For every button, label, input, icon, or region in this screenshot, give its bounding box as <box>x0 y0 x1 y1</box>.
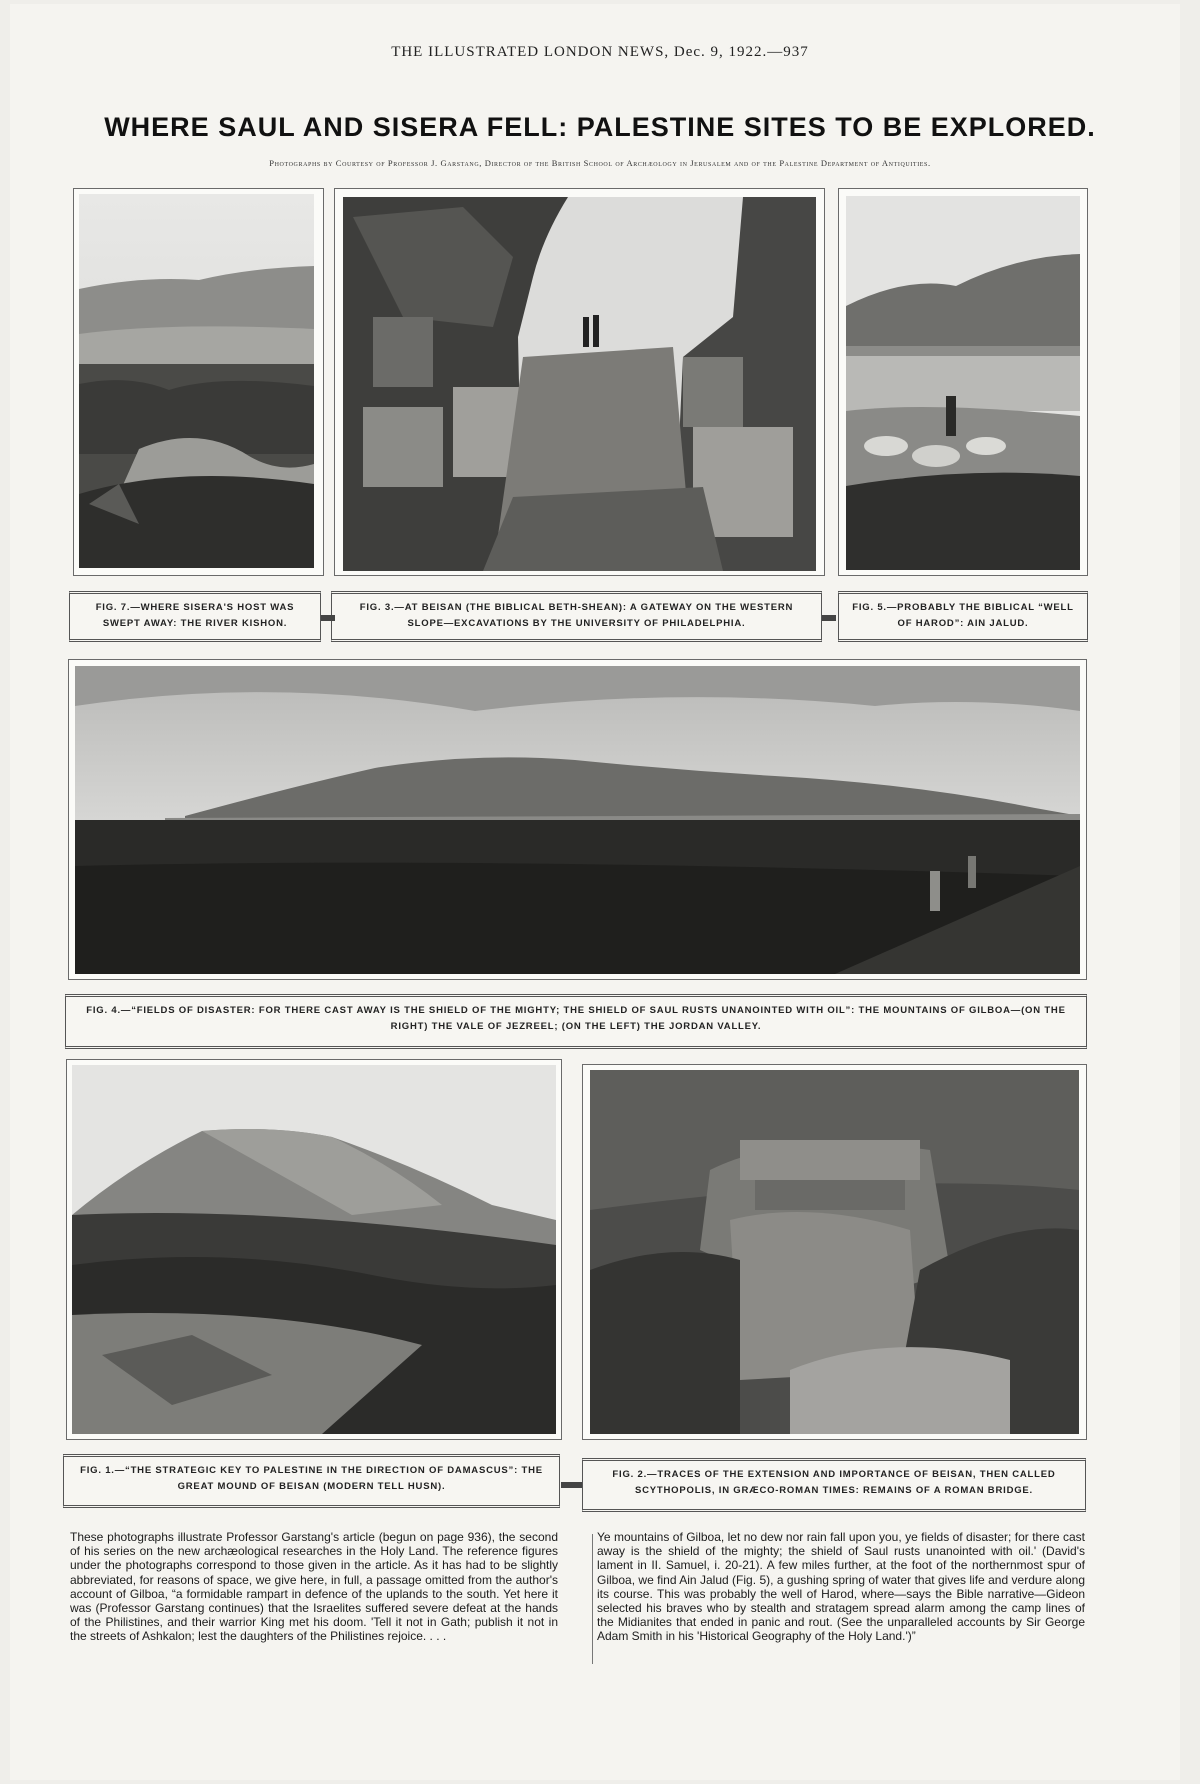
body-text-right: Ye mountains of Gilboa, let no dew nor rain fall upon you, ye fields of disaster; for there cast away is the shield of the mighty; the shield of Saul rusts unanointed with oil.' (David's lament in II. Samuel, i. 20-21). A few miles further, at the foot of the northernmost spur of Gilboa, we find Ain Jalud (Fig. 5), a gushing spring of water that gives life and verdure along its course. This was probably the well of Harod, where—says the Bible narrative—Gideon selected his braves who by stealth and stratagem spread alarm among the camp lines of the Midianites that ended in panic and rout. (See the unparalleled accounts by Sir George Adam Smith in his 'Historical Geography of the Holy Land.')” <box>597 1530 1085 1644</box>
fig4-photo <box>75 666 1080 974</box>
photo-credit: Photographs by Courtesy of Professor J. Garstang, Director of the British School of Archæology in Jerusalem and of the Palestine Department of Antiquities. <box>269 158 931 168</box>
fig1-caption: FIG. 1.—“THE STRATEGIC KEY TO PALESTINE IN THE DIRECTION OF DAMASCUS”: THE GREAT MOUND OF BEISAN (MODERN TELL HUSN). <box>63 1454 560 1508</box>
fig2-photo <box>590 1070 1079 1434</box>
page-title: WHERE SAUL AND SISERA FELL: PALESTINE SITES TO BE EXPLORED. <box>104 112 1096 142</box>
caption-connector-left <box>321 615 335 621</box>
fig3-caption: FIG. 3.—AT BEISAN (THE BIBLICAL BETH-SHEAN): A GATEWAY ON THE WESTERN SLOPE—EXCAVATIONS BY THE UNIVERSITY OF PHILADELPHIA. <box>331 591 822 642</box>
column-divider <box>592 1534 593 1664</box>
body-text-left: These photographs illustrate Professor Garstang's article (begun on page 936), the second of his series on the new archæological researches in the Holy Land. The reference figures under the photographs correspond to those given in the article. As it has had to be slightly abbreviated, for reasons of space, we give here, in full, a passage omitted from the author's account of Gilboa, “a formidable rampart in defence of the uplands to the south. Yet here it was (Professor Garstang continues) that the Israelites suffered severe defeat at the hands of the Philistines, and their warrior King met his doom. 'Tell it not in Gath; publish it not in the streets of Ashkalon; lest the daughters of the Philistines rejoice. . . . <box>70 1530 558 1644</box>
fig4-caption: FIG. 4.—“FIELDS OF DISASTER: FOR THERE CAST AWAY IS THE SHIELD OF THE MIGHTY; THE SHIELD OF SAUL RUSTS UNANOINTED WITH OIL”: THE MOUNTAINS OF GILBOA—(ON THE RIGHT) THE VALE OF JEZREEL; (ON THE LEFT) THE JORDAN VALLEY. <box>65 994 1087 1049</box>
caption-connector-right <box>822 615 836 621</box>
fig7-caption: FIG. 7.—WHERE SISERA'S HOST WAS SWEPT AWAY: THE RIVER KISHON. <box>69 591 321 642</box>
fig7-photo <box>79 194 314 568</box>
running-head: THE ILLUSTRATED LONDON NEWS, Dec. 9, 1922.—937 <box>391 44 809 60</box>
fig1-photo <box>72 1065 556 1434</box>
fig2-caption: FIG. 2.—TRACES OF THE EXTENSION AND IMPORTANCE OF BEISAN, THEN CALLED SCYTHOPOLIS, IN GRÆCO-ROMAN TIMES: REMAINS OF A ROMAN BRIDGE. <box>582 1458 1086 1512</box>
fig5-photo <box>846 196 1080 570</box>
caption-connector-bottom <box>561 1482 582 1488</box>
fig5-caption: FIG. 5.—PROBABLY THE BIBLICAL “WELL OF HAROD”: AIN JALUD. <box>838 591 1088 642</box>
fig3-photo <box>343 197 816 571</box>
